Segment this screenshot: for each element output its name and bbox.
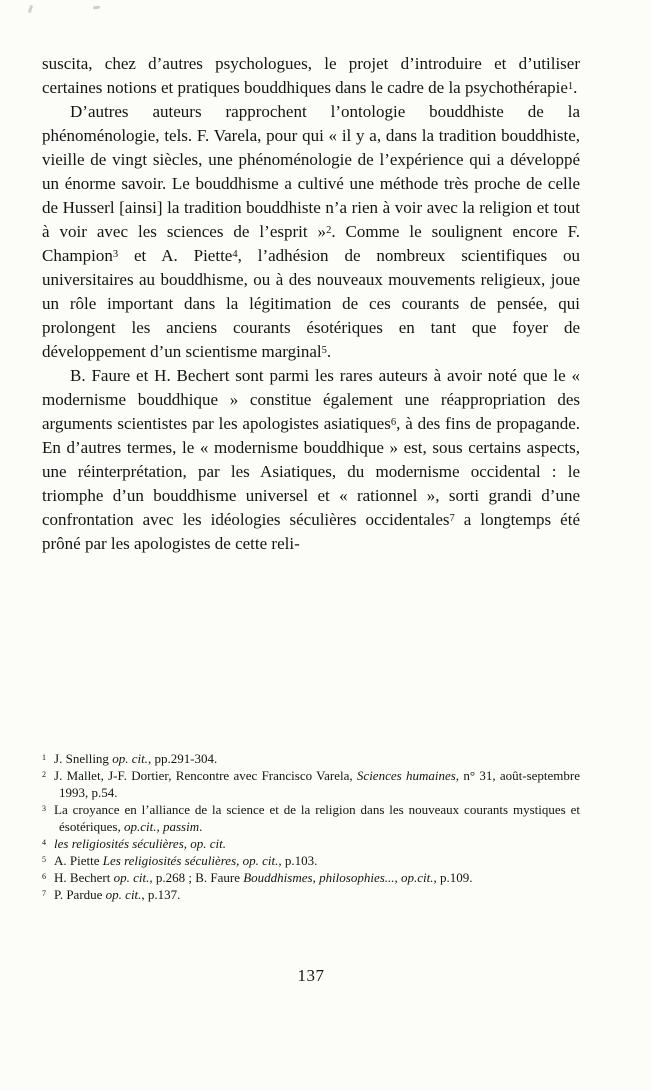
footnote-text: La croyance en l’alliance de la science et de la religion dans les nouveaux courants mystiques et ésotériques, op.cit., passim. <box>54 802 580 834</box>
footnote <box>42 869 580 886</box>
footnote-number: 6 <box>42 871 47 881</box>
footnote-number: 2 <box>42 769 47 779</box>
footnote-text: A. Piette Les religiosités séculières, op. cit., p.103. <box>54 853 318 868</box>
footnote-number: 1 <box>42 752 47 762</box>
footnote <box>42 750 580 767</box>
paragraph: D’autres auteurs rapprochent l’ontologie bouddhiste de la phénoménologie, tels. F. Varela, pour qui « il y a, dans la tradition bouddhiste, vieille de vingt siècles, une phénoménologie de l’expérience qui a développé un énorme savoir. Le bouddhisme a cultivé une méthode très proche de celle de Husserl [ainsi] la tradition bouddhiste n’a rien à voir avec la religion et tout à voir avec les sciences de l’esprit »$^2$. Comme le soulignent encore F. Champion$^3$ et A. Piette$^4$, l’adhésion de nombreux scientifiques ou universitaires au bouddhisme, ou à des nouveaux mouvements religieux, joue un rôle important dans la légitimation de ces courants de pensée, qui prolongent les anciens courants ésotériques en tant que foyer de développement d’un scientisme marginal$^5$. <box>42 102 580 361</box>
footnote-text: les religiosités séculières, op. cit. <box>54 836 227 851</box>
footnote-text: J. Mallet, J-F. Dortier, Rencontre avec Francisco Varela, Sciences humaines, n° 31, août-septembre 1993, p.54. <box>54 768 580 800</box>
footnote-number: 3 <box>42 803 47 813</box>
footnote <box>42 801 580 835</box>
body-text <box>42 52 580 556</box>
footnote-text: P. Pardue op. cit., p.137. <box>54 887 181 902</box>
page-number: 137 <box>297 966 325 985</box>
scan-artifact <box>93 6 100 10</box>
footnote <box>42 852 580 869</box>
scan-artifact <box>28 5 33 14</box>
footnote-text: J. Snelling op. cit., pp.291-304. <box>54 751 218 766</box>
paragraph: B. Faure et H. Bechert sont parmi les rares auteurs à avoir noté que le « modernisme bouddhique » constitue également une réappropriation des arguments scientistes par les apologistes asiatiques$^6$, à des fins de propagande. En d’autres termes, le « modernisme bouddhique » est, sous certains aspects, une réinterprétation, par les Asiatiques, du modernisme occidental : le triomphe d’un bouddhisme universel et « rationnel », sorti grandi d’une confrontation avec les idéologies séculières occidentales$^7$ a longtemps été prôné par les apologistes de cette reli- <box>42 366 580 553</box>
footnote <box>42 835 580 852</box>
footnote-text: H. Bechert op. cit., p.268 ; B. Faure Bouddhismes, philosophies..., op.cit., p.109. <box>54 870 473 885</box>
footnote <box>42 886 580 903</box>
footnote <box>42 767 580 801</box>
paragraph: suscita, chez d’autres psychologues, le projet d’introduire et d’utiliser certaines notions et pratiques bouddhiques dans le cadre de la psychothérapie$^1$. <box>42 54 580 97</box>
footnote-number: 4 <box>42 837 47 847</box>
footnote-number: 5 <box>42 854 47 864</box>
footnote-number: 7 <box>42 888 47 898</box>
footnotes <box>42 750 580 903</box>
